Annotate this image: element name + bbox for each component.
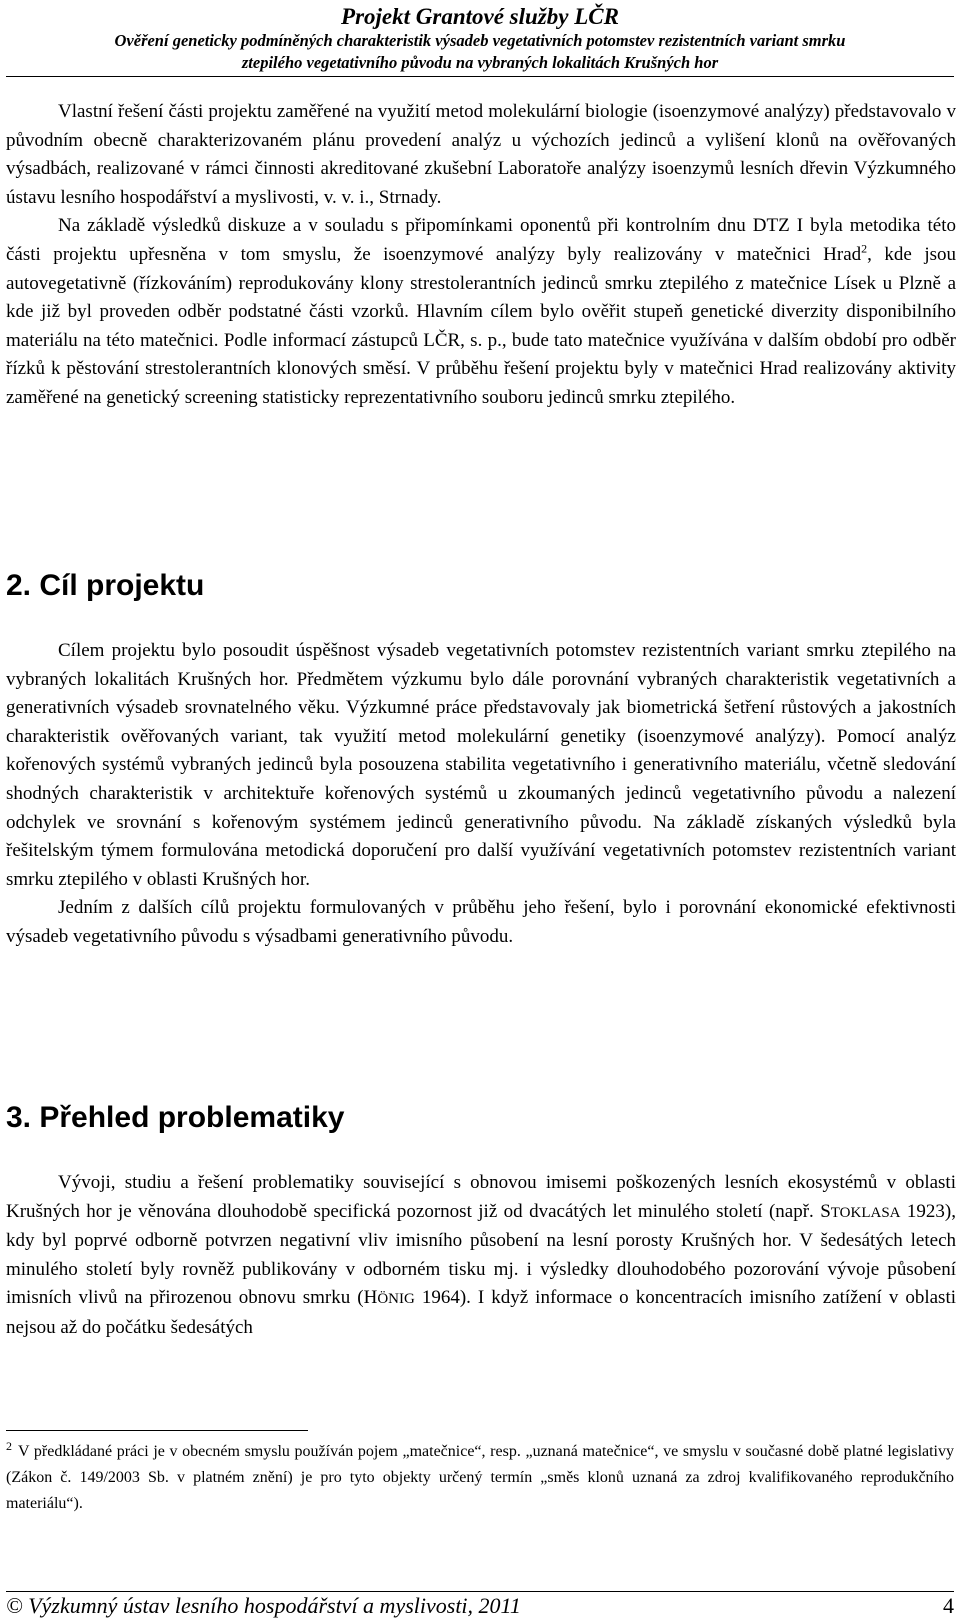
section2-paragraph-1: Cílem projektu bylo posoudit úspěšnost výsadeb vegetativních potomstev rezistentních variant smrku ztepilého na vybraných lokalitách Krušných hor. Předmětem výzkumu bylo dále porovnání vybraných charakteristik vegetativních a generativních výsadeb srovnatelného věku. Výzkumné práce představovaly jak biometrická šetření růstových a jakostních charakteristik ověřovaných variant, tak využití metod molekulární genetiky (isoenzymové analýzy). Pomocí analýz kořenových systémů vybraných jedinců byla posouzena stabilita vegetativního i generativního materiálu, včetně sledování shodných charakteristik v architektuře kořenových systémů u zkoumaných jedinců vegetativního původu a nalezení odchylek ve srovnání s kořenovým systémem jedinců generativního původu. Na základě získaných výsledků byla řešitelským týmem formulována metodická doporučení pro další využívání vegetativních potomstev rezistentních variant smrku ztepilého v oblasti Krušných hor. (6, 640, 956, 890)
header-subtitle-line1: Ověření geneticky podmíněných charakteristik výsadeb vegetativních potomstev rezistentních variant smrku (114, 31, 846, 50)
section3-body (6, 1169, 956, 1343)
footer-divider (6, 1591, 954, 1592)
section1-paragraph-2-text-b: , kde jsou autovegetativně (řízkováním) reprodukovány klony strestolerantních jedinců smrku ztepilého z matečnice Lísek u Plzně a kde již byl proveden odběr podstatné části vzorků. Hlavním cílem bylo ověřit stupeň genetické diverzity disponibilního materiálu na této matečnici. Podle informací zástupců LČR, s. p., bude tato matečnice využívána v dalším období pro odběr řízků k pěstování strestolerantních klonových směsí. V průběhu řešení projektu byly v matečnici Hrad realizovány aktivity zaměřené na genetický screening statisticky reprezentativního souboru jedinců smrku ztepilého. (6, 243, 956, 408)
header-title: Projekt Grantové služby LČR (341, 4, 619, 29)
header-divider (6, 76, 954, 77)
footer-copyright: © Výzkumný ústav lesního hospodářství a myslivosti, 2011 (6, 1593, 521, 1618)
section1-paragraph-1: Vlastní řešení části projektu zaměřené na využití metod molekulární biologie (isoenzymové analýzy) představovalo v původním obecně charakterizovaném plánu provedení analýz u výchozích jedinců a vylišení klonů na ověřovaných výsadbách, realizované v rámci činnosti akreditované zkušební Laboratoře analýzy isoenzymů lesních dřevin Výzkumného ústavu lesního hospodářství a myslivosti, v. v. i., Strnady. (6, 101, 956, 208)
section1-paragraph-2-text-a: Na základě výsledků diskuze a v souladu s připomínkami oponentů při kontrolním dnu DTZ I byla metodika této části projektu upřesněna v tom smyslu, že isoenzymové analýzy byly realizovány v matečnici Hrad (6, 215, 956, 265)
header-subtitle-line2: ztepilého vegetativního původu na vybraných lokalitách Krušných hor (241, 53, 719, 72)
section2-paragraph-2: Jedním z dalších cílů projektu formulovaných v průběhu jeho řešení, bylo i porovnání ekonomické efektivnosti výsadeb vegetativního původu s výsadbami generativního původu. (6, 897, 956, 947)
section2-heading: 2. Cíl projektu (6, 569, 205, 602)
footnote-reference: 2 (861, 241, 868, 256)
section3-heading: 3. Přehled problematiky (6, 1101, 345, 1134)
footnote-number: 2 (6, 1438, 12, 1453)
section3-text-b: 1923), kdy byl poprvé odborně potvrzen negativní vliv imisního působení na lesní porosty Krušných hor. V šedesátých letech minulého století byly rovněž publikovány v odborném tisku mj. i výsledky dlouhodobého pozorování vývoje působení imisních vlivů na přirozenou obnovu smrku (H (6, 1200, 957, 1309)
section3-paragraph-1 (6, 1169, 956, 1343)
section3-text-c: 1964). I když informace o koncentracích imisního zatížení v oblasti nejsou až do počátku šedesátých (6, 1287, 957, 1338)
citation-stoklasa: TOKLASA (830, 1204, 901, 1221)
section1-body (6, 98, 956, 413)
section2-body (6, 637, 956, 952)
footnote-divider (6, 1430, 308, 1431)
footnote-text: V předkládané práci je v obecném smyslu používán pojem „matečnice“, resp. „uznaná matečnice“, ve smyslu v současné době platné legislativy (Zákon č. 149/2003 Sb. v platném znění) je pro tyto objekty určený termín „směs klonů uznaná za zdroj kvalifikovaného reprodukčního materiálu“). (6, 1443, 954, 1512)
page-footer (6, 1593, 954, 1619)
running-header (0, 4, 960, 74)
section3-text-a: Vývoji, studiu a řešení problematiky související s obnovou imisemi poškozených lesních ekosystémů v oblasti Krušných hor je věnována dlouhodobě specifická pozornost již od dvacátých let minulého století (např. S (6, 1172, 956, 1222)
page-number: 4 (943, 1593, 954, 1618)
footnote (6, 1439, 954, 1517)
section1-paragraph-2 (6, 212, 956, 412)
citation-honig: ÖNIG (377, 1291, 415, 1308)
